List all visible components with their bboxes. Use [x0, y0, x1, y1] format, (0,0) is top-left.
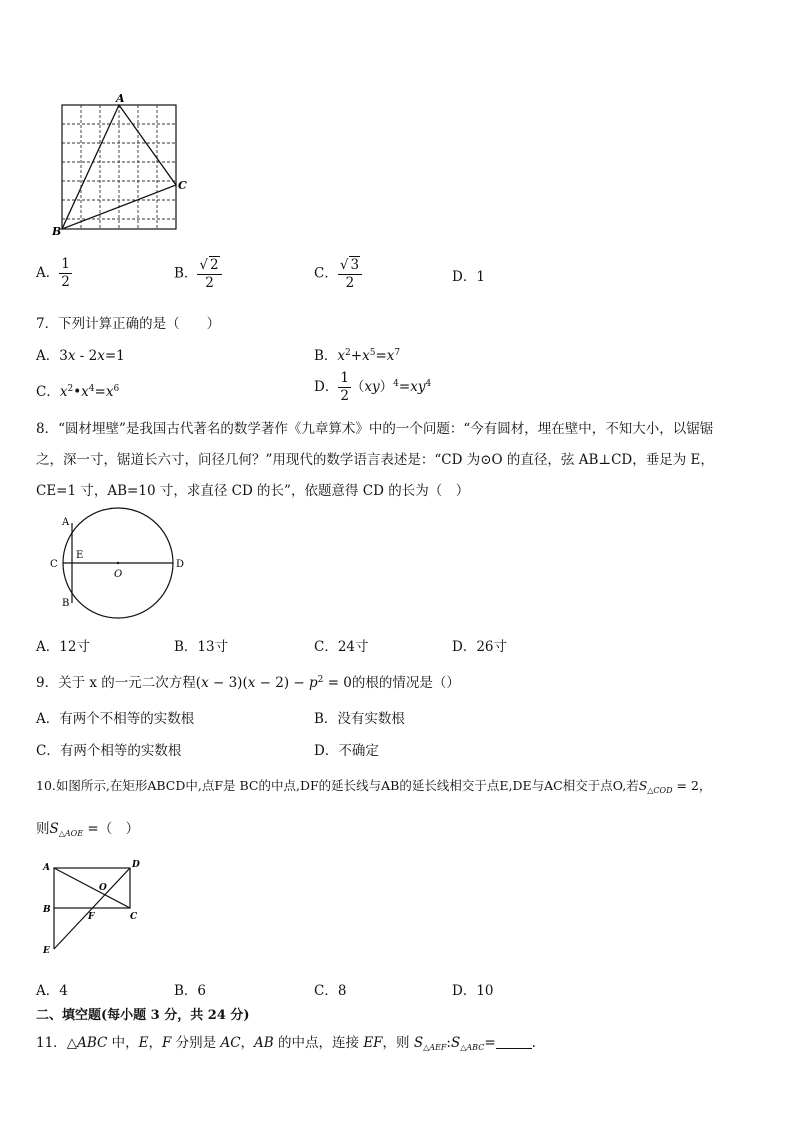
label-o: O [99, 883, 107, 893]
q6-option-a: A． $\frac{1}{2}$ [36, 256, 70, 290]
label-d: D [132, 860, 140, 870]
label-c: C [50, 559, 58, 570]
label-a: A [43, 863, 50, 873]
label-o: O [114, 569, 123, 580]
q7-option-d: D． $\frac{1}{2}$ $(xy)^4=xy^4$ [314, 370, 432, 404]
q8-option-c: C．24寸 [314, 639, 369, 655]
label-e: E [76, 550, 84, 561]
q6-option-c: C． $\frac{√ 3}{2}$ [314, 256, 362, 292]
q10-option-a: A．4 [36, 983, 68, 999]
answer-blank[interactable] [496, 1036, 532, 1049]
label-d: D [176, 559, 185, 570]
label-f: F [88, 912, 95, 922]
label-b: B [52, 225, 62, 238]
q9-option-d: D．不确定 [314, 743, 379, 759]
q8-option-d: D．26寸 [452, 639, 508, 655]
q8-line-3: CE=1 寸，AB=10 寸，求直径 CD 的长”，依题意得 CD 的长为（ ） [36, 483, 470, 499]
label-a: A [62, 517, 70, 528]
q9-option-b: B．没有实数根 [314, 711, 405, 727]
q7-option-c: C．$x^2•x^4=x^6$ [36, 384, 120, 400]
q10-line-1: 10.如图所示,在矩形ABCD中,点F是 BC的中点,DF的延长线与AB的延长线相交于点E,DE与AC相交于点O,若$S_{\triangle COD} = 2$， [36, 778, 712, 795]
label-c: C [178, 179, 187, 192]
q10-line-2: 则$S_{\triangle AOE}$ =（ ） [36, 821, 140, 838]
center-point [117, 562, 119, 564]
rectangle-figure [40, 855, 150, 960]
q9-option-c: C．有两个相等的实数根 [36, 743, 182, 759]
label-b: B [43, 905, 51, 915]
section-2-title: 二、填空题(每小题 3 分，共 24 分) [36, 1008, 250, 1023]
label-c: C [130, 912, 138, 922]
q8-option-b: B．13寸 [174, 639, 229, 655]
triangle-grid-figure [52, 92, 202, 242]
q7-option-b: B．$x^2+x^5=x^7$ [314, 348, 401, 364]
q11-stem: 11．△ABC 中，E，F 分别是 AC，AB 的中点，连接 EF，则 $S_{\triangle AEF}:S_{\triangle ABC}=$ . [36, 1035, 536, 1052]
q10-option-c: C．8 [314, 983, 347, 999]
diagonal-ac [54, 868, 130, 908]
q8-line-2: 之，深一寸，锯道长六寸，问径几何？”用现代的数学语言表述是：“CD 为⊙O 的直径，弦 AB⊥CD，垂足为 E， [36, 452, 714, 468]
q8-option-a: A．12寸 [36, 639, 90, 655]
q9-stem: 9．关于 x 的一元二次方程$(x - 3)(x - 2) - p^2 = 0$的根的情况是（） [36, 675, 460, 691]
q10-option-b: B．6 [174, 983, 207, 999]
label-a: A [116, 92, 125, 105]
q8-line-1: 8．“圆材埋壁”是我国古代著名的数学著作《九章算术》中的一个问题：“今有圆材，埋在壁中，不知大小，以锯锯 [36, 421, 714, 437]
q6-option-b: B． $\frac{√ 2}{2}$ [174, 256, 222, 292]
q10-option-d: D．10 [452, 983, 494, 999]
q7-option-a: A．3x - 2x=1 [36, 348, 125, 364]
label-e: E [43, 946, 50, 956]
label-b: B [62, 598, 70, 609]
q9-option-a: A．有两个不相等的实数根 [36, 711, 195, 727]
circle-figure [46, 505, 196, 620]
q6-option-d: D．1 [452, 269, 485, 285]
q7-stem: 7．下列计算正确的是（ ） [36, 316, 221, 332]
